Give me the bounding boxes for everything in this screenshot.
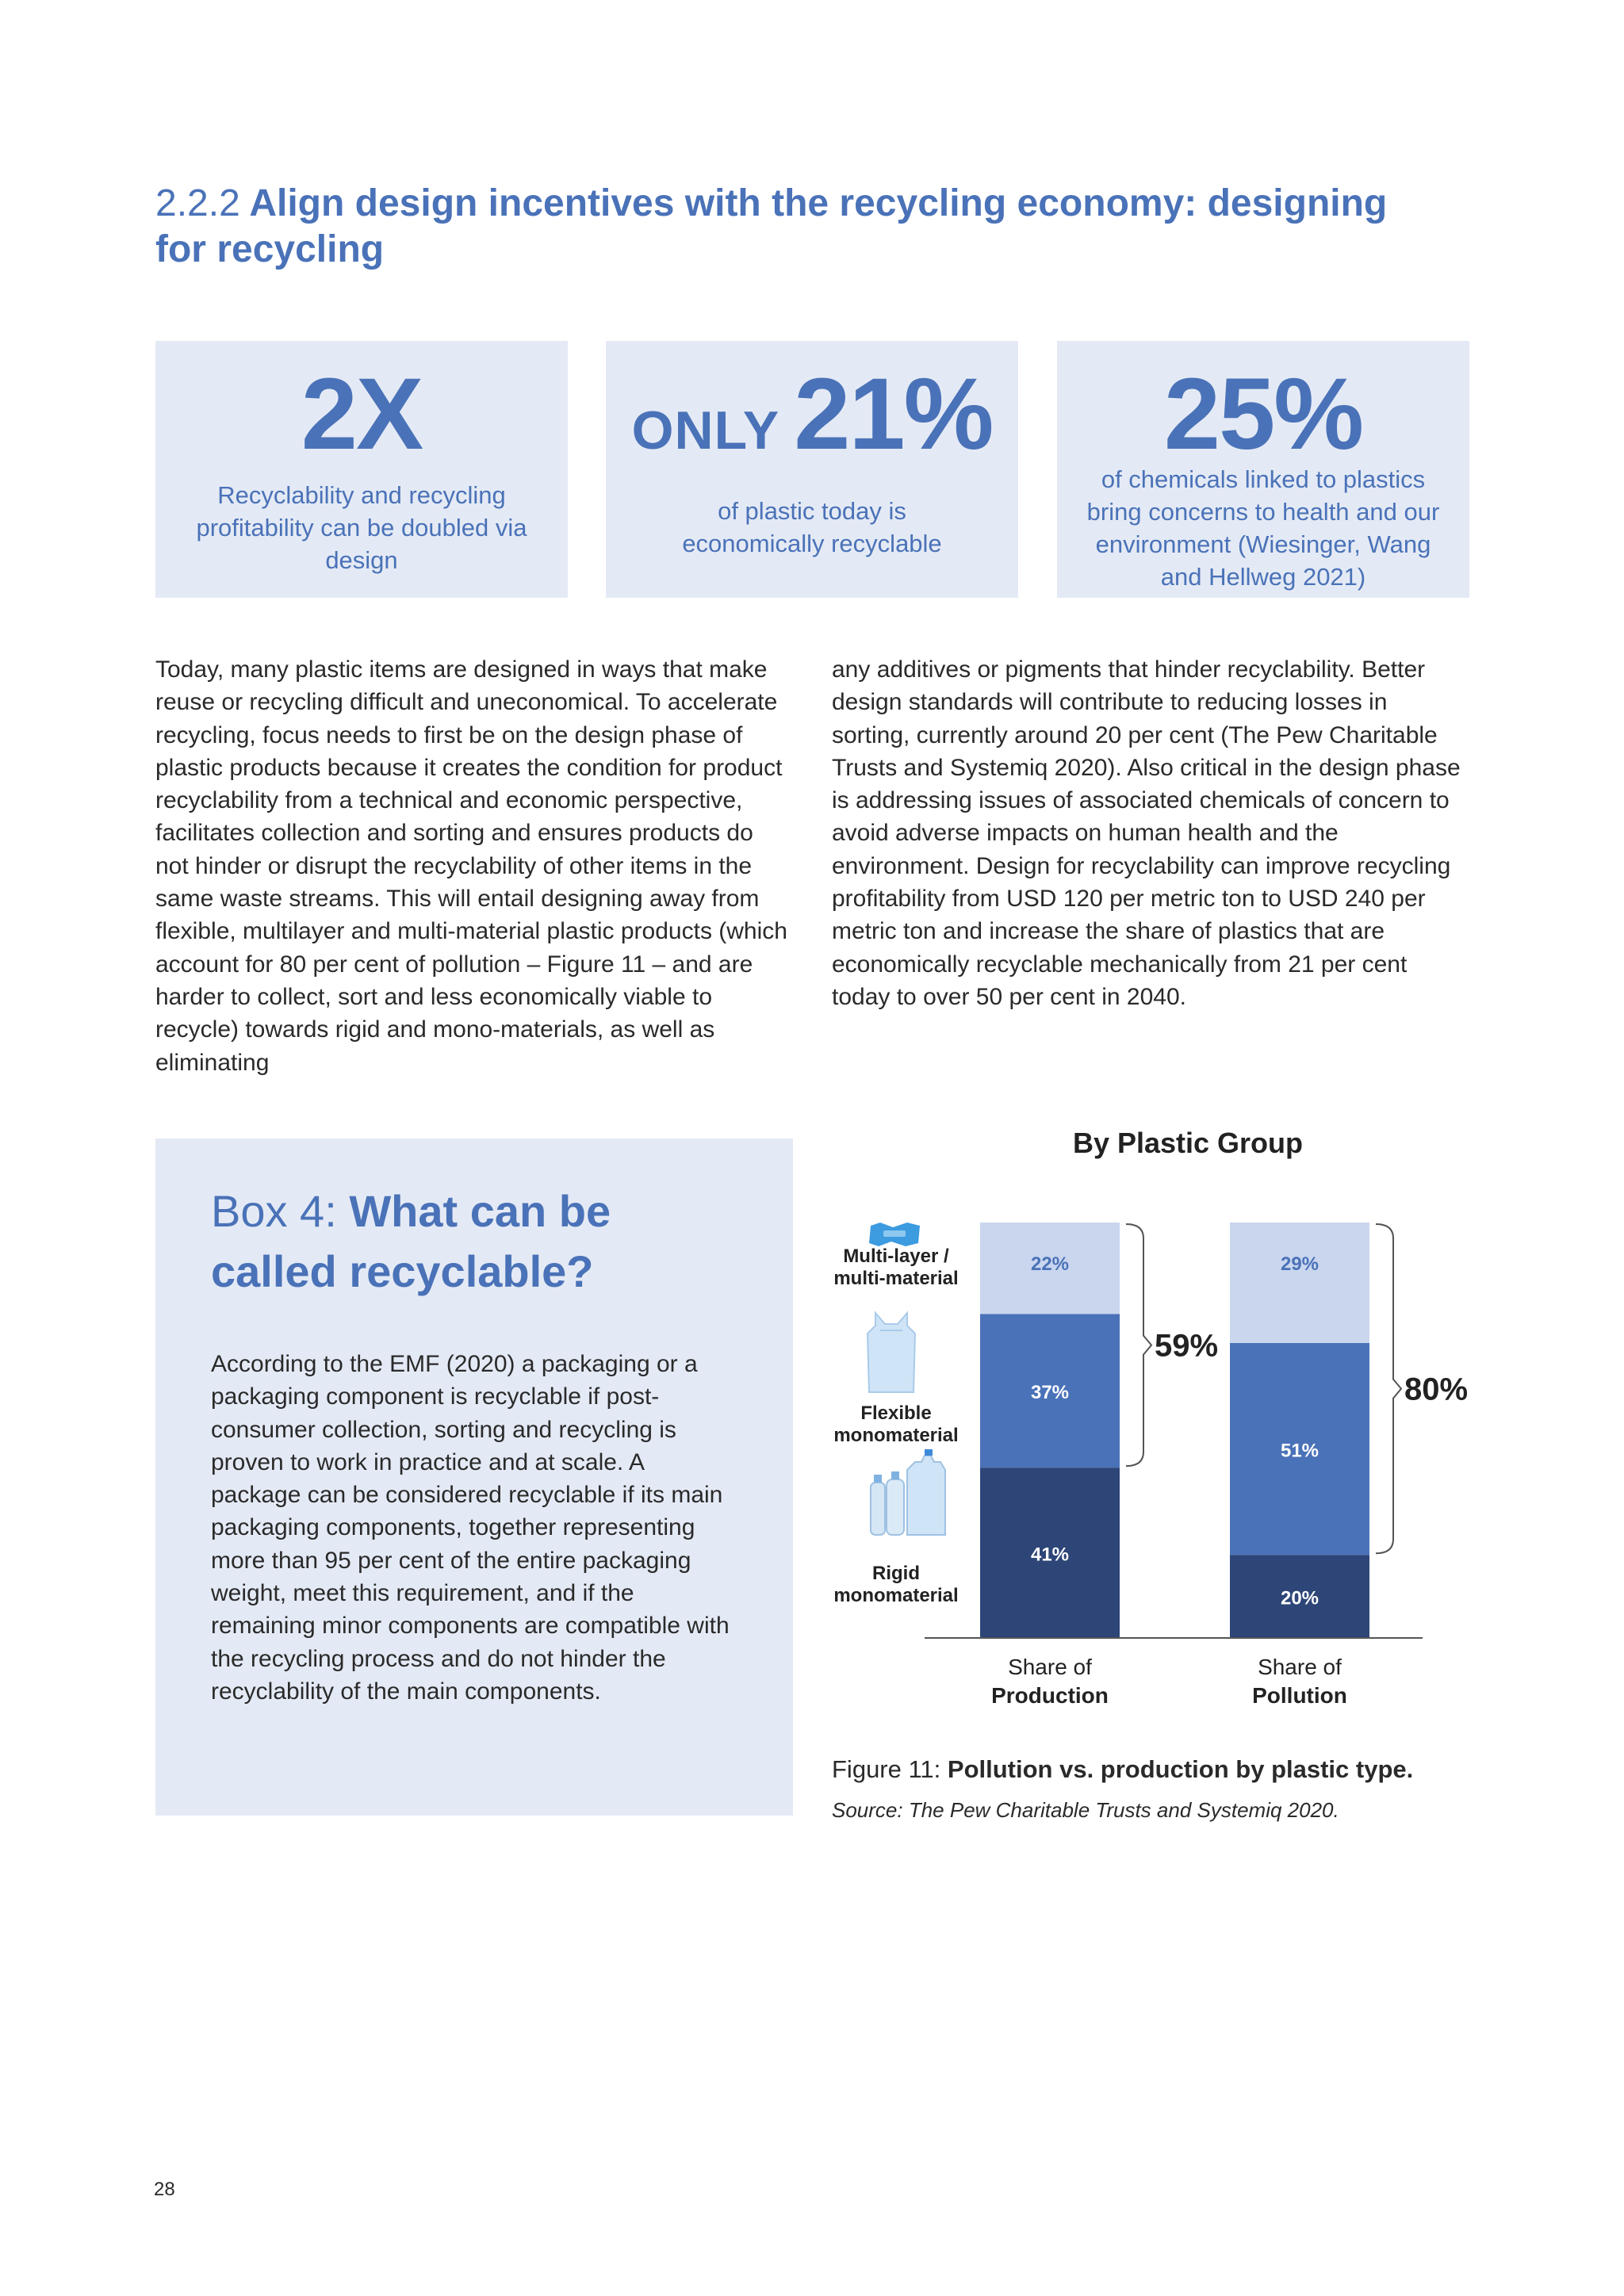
legend-label: Rigid [872, 1563, 920, 1584]
stat-card-recyclable [606, 341, 1018, 598]
stat-value: 21% [794, 358, 993, 471]
stat-value: 2X [301, 358, 423, 471]
legend-labels [833, 1246, 958, 1606]
bar-segment [1230, 1223, 1369, 1343]
chart-svg [825, 1126, 1491, 1728]
wrapper-icon [869, 1223, 920, 1246]
category-label-line2: Pollution [1252, 1683, 1347, 1708]
figure-title: Pollution vs. production by plastic type. [947, 1755, 1414, 1783]
stat-description: of plastic today is economically recyclable [682, 497, 942, 557]
bracket [1376, 1224, 1401, 1553]
legend-label: monomaterial [833, 1585, 959, 1606]
data-label: 29% [1280, 1253, 1320, 1275]
category-label-line1: Share of [1008, 1655, 1092, 1679]
figure-source: Source: The Pew Charitable Trusts and Systemiq 2020. [832, 1798, 1339, 1822]
section-heading [155, 181, 1392, 273]
stat-card-doubling [155, 341, 568, 598]
x-axis-labels [991, 1655, 1347, 1708]
bottles-icon [871, 1449, 945, 1535]
page-number: 28 [154, 2179, 175, 2200]
section-title: Align design incentives with the recycling economy: designing for recycling [155, 182, 1388, 270]
stacked-bar-chart [825, 1126, 1491, 1728]
box-label: Box 4: [211, 1186, 337, 1236]
legend-label: monomaterial [833, 1425, 959, 1446]
box-4-title [211, 1181, 734, 1302]
data-label: 41% [1030, 1544, 1070, 1566]
bracket [1126, 1224, 1151, 1466]
stat-description: of chemicals linked to plastics bring concerns to health and our environment (Wiesinger, Wang and Hellweg 2021) [1086, 465, 1440, 591]
figure-label: Figure 11: [832, 1755, 941, 1783]
legend-label: Multi-layer / [843, 1246, 949, 1267]
stat-value: 25% [1163, 358, 1363, 471]
legend-label: multi-material [833, 1268, 959, 1289]
stat-prefix: ONLY [631, 400, 780, 461]
data-label: 37% [1030, 1382, 1070, 1404]
plastic-bag-icon [868, 1313, 915, 1392]
body-text-column-1: Today, many plastic items are designed in ways that make reuse or recycling difficult and uneconomical. To accelerate recycling, focus needs to first be on the design phase of plastic products because it creates the condition for product recyclability from a technical and economic perspective, facilitates collection and sorting and ensures products do not hinder or disrupt the recyclability of other items in the same waste streams. This will entail designing away from flexible, multilayer and multi-material plastic products (which account for 80 per cent of pollution – Figure 11 – and are harder to collect, sort and less economically viable to recycle) towards rigid and mono-materials, as well as eliminating [155, 656, 787, 1076]
category-label-line2: Production [991, 1683, 1109, 1708]
box-title: What can be called recyclable? [211, 1186, 611, 1296]
section-number: 2.2.2 [155, 182, 240, 224]
box-4 [155, 1138, 793, 1816]
bars [980, 1223, 1369, 1638]
stat-value-line [606, 358, 1018, 482]
stat-card-chemicals [1057, 341, 1469, 598]
chart-title: By Plastic Group [1072, 1127, 1304, 1159]
data-label: 20% [1280, 1587, 1320, 1609]
stat-description: Recyclability and recycling profitability can be doubled via design [196, 481, 527, 574]
box-4-text: According to the EMF (2020) a packaging or a packaging component is recyclable if post-consumer collection, sorting and recycling is proven to work in practice and at scale. A package can be considered recyclable if its main packaging components, together representing more than 95 per cent of the entire packaging weight, meet this requirement, and if the remaining minor components are compatible with the recycling process and do not hinder the recyclability of the main components. [211, 1351, 730, 1705]
category-label-line1: Share of [1258, 1655, 1342, 1679]
legend-label: Flexible [860, 1402, 932, 1424]
body-text-column-2: any additives or pigments that hinder recyclability. Better design standards will contribute to reducing losses in sorting, currently around 20 per cent (The Pew Charitable Trusts and Systemiq 2020). Also critical in the design phase is addressing issues of associated chemicals of concern to avoid adverse impacts on human health and the environment. Design for recyclability can improve recycling profitability from USD 120 per metric ton to USD 240 per metric ton and increase the share of plastics that are economically recyclable mechanically from 21 per cent today to over 50 per cent in 2040. [832, 656, 1461, 1010]
bracket-label: 59% [1155, 1328, 1219, 1364]
bracket-label: 80% [1404, 1372, 1469, 1407]
figure-caption [832, 1755, 1413, 1784]
data-label: 22% [1030, 1253, 1070, 1275]
data-label: 51% [1280, 1440, 1320, 1462]
